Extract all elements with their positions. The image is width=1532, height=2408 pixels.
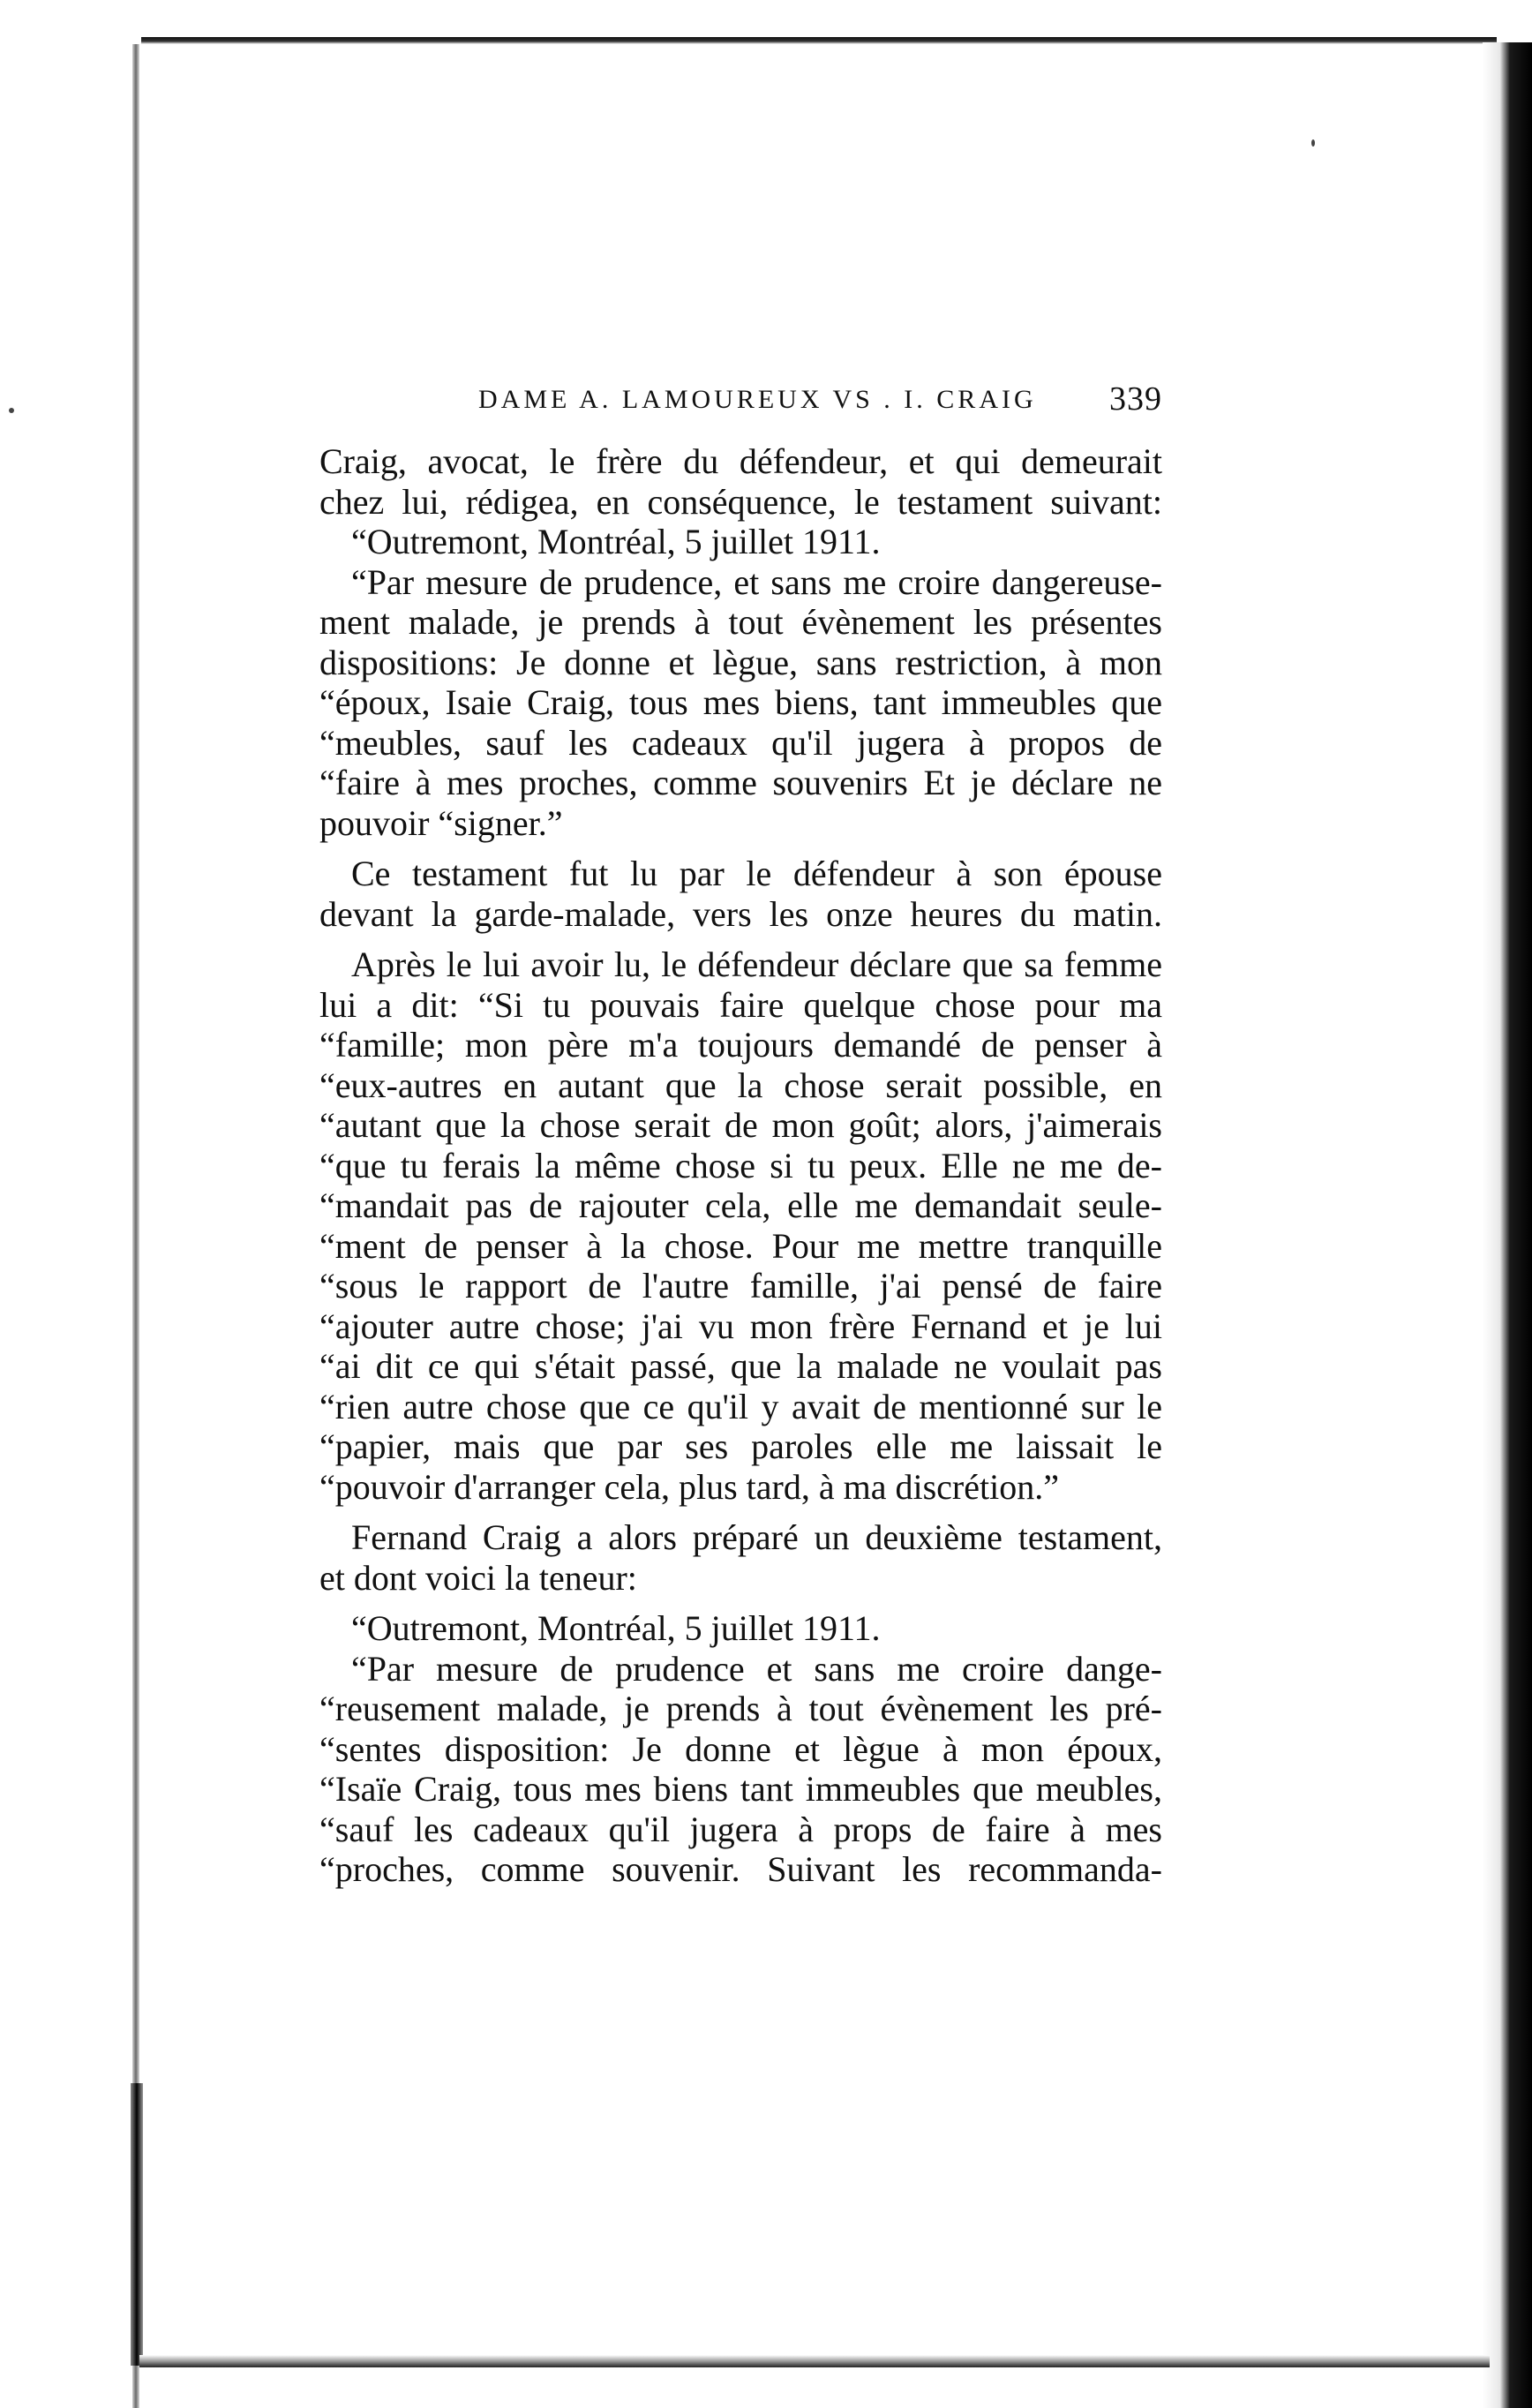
text-line: dispositions: Je donne et lègue, sans restriction, à mon	[319, 642, 1162, 682]
scan-border-right	[1483, 42, 1532, 2408]
text-line: “eux-autres en autant que la chose serait possible, en	[319, 1065, 1162, 1105]
scan-speck	[9, 408, 14, 413]
text-line: “Outremont, Montréal, 5 juillet 1911.	[351, 522, 881, 561]
text-line: “meubles, sauf les cadeaux qu'il jugera à propos de	[319, 722, 1162, 763]
text-line: “papier, mais que par ses paroles elle me laissait le	[319, 1426, 1162, 1466]
text-line: pouvoir “signer.”	[319, 802, 563, 843]
body-text	[319, 441, 1162, 1890]
text-line: lui a dit: “Si tu pouvais faire quelque chose pour ma	[319, 984, 1162, 1025]
text-line: “époux, Isaie Craig, tous mes biens, tant immeubles que	[319, 682, 1162, 722]
text-line: devant la garde-malade, vers les onze heures du matin.	[319, 893, 1162, 934]
text-line: chez lui, rédigea, en conséquence, le testament suivant:	[319, 481, 1162, 522]
text-line: “autant que la chose serait de mon goût; alors, j'aimerais	[319, 1105, 1162, 1145]
text-line: “Outremont, Montréal, 5 juillet 1911.	[351, 1608, 881, 1648]
text-line: Fernand Craig a alors préparé un deuxième testament,	[351, 1517, 1162, 1557]
text-line: “Isaïe Craig, tous mes biens tant immeubles que meubles,	[319, 1769, 1162, 1809]
running-title: DAME A. LAMOUREUX VS . I. CRAIG	[478, 385, 1037, 414]
scan-border-left-shadow	[131, 2083, 143, 2366]
text-line: “pouvoir d'arranger cela, plus tard, à ma discrétion.”	[319, 1466, 1059, 1507]
text-line: “que tu ferais la même chose si tu peux. Elle ne me de-	[319, 1145, 1162, 1185]
text-line: Après le lui avoir lu, le défendeur déclare que sa femme	[351, 944, 1162, 984]
book-page	[319, 0, 1162, 2408]
page-number: 339	[1109, 380, 1162, 418]
text-line: “reusement malade, je prends à tout évènement les pré-	[319, 1689, 1162, 1728]
text-line: Ce testament fut lu par le défendeur à son épouse	[351, 854, 1162, 893]
text-line: “mandait pas de rajouter cela, elle me demandait seule-	[319, 1185, 1162, 1225]
running-header	[319, 380, 1162, 424]
text-line: “Par mesure de prudence, et sans me croire dangereuse-	[351, 561, 1162, 602]
scan-border-left	[132, 44, 139, 2408]
text-line: “famille; mon père m'a toujours demandé de penser à	[319, 1025, 1162, 1065]
text-line: “sauf les cadeaux qu'il jugera à props de faire à mes	[319, 1809, 1162, 1849]
text-line: ment malade, je prends à tout évènement les présentes	[319, 602, 1162, 642]
text-line: “ment de penser à la chose. Pour me mettre tranquille	[319, 1225, 1162, 1266]
scan-speck	[1311, 139, 1315, 147]
text-line: “rien autre chose que ce qu'il y avait de mentionné sur le	[319, 1386, 1162, 1426]
text-line: “ai dit ce qui s'était passé, que la malade ne voulait pas	[319, 1346, 1162, 1386]
text-line: “sentes disposition: Je donne et lègue à mon époux,	[319, 1728, 1162, 1769]
text-line: “proches, comme souvenir. Suivant les recommanda-	[319, 1849, 1162, 1889]
text-line: “ajouter autre chose; j'ai vu mon frère Fernand et je lui	[319, 1306, 1162, 1346]
text-line: “Par mesure de prudence et sans me croire dange-	[351, 1648, 1162, 1689]
text-line: Craig, avocat, le frère du défendeur, et qui demeurait	[319, 441, 1162, 481]
text-line: et dont voici la teneur:	[319, 1557, 637, 1598]
text-line: “sous le rapport de l'autre famille, j'ai pensé de faire	[319, 1266, 1162, 1306]
text-line: “faire à mes proches, comme souvenirs Et je déclare ne	[319, 763, 1162, 802]
